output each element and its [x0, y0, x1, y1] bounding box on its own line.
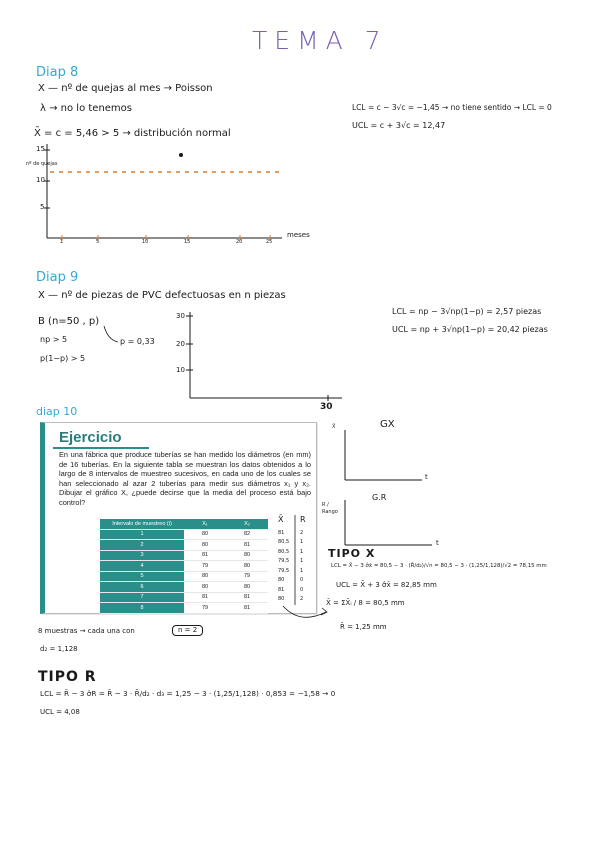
side-xbar-value: 81: [278, 530, 285, 536]
side-r-value: 1: [300, 549, 304, 555]
diap8-x-tick-20: 20: [236, 239, 243, 245]
diap9-y-tick-20: 20: [176, 340, 185, 348]
side-xbar-value: 80,5: [278, 539, 290, 545]
n-box: n = 2: [172, 625, 203, 636]
side-r-value: 2: [300, 596, 304, 602]
table-header-x2: X₂: [226, 519, 268, 529]
table-cell: 80: [226, 550, 268, 561]
diap9-lcl: LCL = np − 3√np(1−p) = 2,57 piezas: [392, 307, 542, 316]
table-cell: 81: [226, 540, 268, 551]
side-r-value: 1: [300, 568, 304, 574]
diap8-x-tick-15: 15: [184, 239, 191, 245]
gx-label: GX: [380, 419, 395, 430]
diap8-x-tick-10: 10: [142, 239, 149, 245]
diap8-x-tick-1: 1: [60, 239, 64, 245]
diap9-heading: Diap 9: [36, 270, 79, 285]
gx-y-label: X̄: [332, 424, 336, 430]
table-cell: 4: [100, 561, 184, 572]
side-r-value: 0: [300, 577, 304, 583]
diap8-lcl: LCL = c − 3√c = −1,45 → no tiene sentido → LCL = 0: [352, 103, 552, 112]
diap8-ucl: UCL = c + 3√c = 12,47: [352, 121, 446, 130]
table-cell: 81: [184, 592, 226, 603]
table-cell: 80: [184, 571, 226, 582]
diap9-y-tick-10: 10: [176, 366, 185, 374]
table-cell: 80: [184, 582, 226, 593]
tipo-x-xbar: X̄ = ΣX̄ᵢ / 8 = 80,5 mm: [326, 599, 405, 607]
diap9-binom: B (n=50 , p): [38, 316, 100, 327]
gr-label: G.R: [372, 493, 387, 502]
table-cell: 80: [184, 540, 226, 551]
diap9-y-tick-30: 30: [176, 312, 185, 320]
table-cell: 5: [100, 571, 184, 582]
diap8-x-tick-5: 5: [96, 239, 100, 245]
table-header-x1: X₁: [184, 519, 226, 529]
exercise-title: Ejercicio: [59, 429, 122, 446]
page-title: TEMA 7: [252, 26, 388, 55]
diap8-line2: λ → no lo tenemos: [40, 103, 132, 114]
diap8-line1: X — nº de quejas al mes → Poisson: [38, 83, 213, 94]
tipo-x-heading: TIPO X: [328, 547, 376, 560]
side-r-value: 1: [300, 558, 304, 564]
diap9-p-value: p = 0,33: [120, 337, 155, 346]
side-r-value: 2: [300, 530, 304, 536]
table-cell: 8: [100, 603, 184, 614]
connector-arrow: [283, 606, 326, 617]
table-cell: 80: [226, 582, 268, 593]
diap8-x-label: meses: [287, 231, 310, 239]
diap8-y-tick-10: 10: [36, 176, 45, 184]
table-cell: 81: [184, 550, 226, 561]
diap9-np: np > 5: [40, 335, 68, 344]
tipo-r-ucl: UCL = 4,08: [40, 708, 80, 716]
table-cell: 79: [226, 571, 268, 582]
side-xbar-value: 80: [278, 577, 285, 583]
diap8-y-tick-15: 15: [36, 145, 45, 153]
side-r-value: 0: [300, 587, 304, 593]
diap9-ucl: UCL = np + 3√np(1−p) = 20,42 piezas: [392, 325, 548, 334]
table-cell: 81: [226, 592, 268, 603]
table-cell: 1: [100, 529, 184, 540]
side-xbar-value: 81: [278, 587, 285, 593]
side-header-xbar: X̄: [278, 515, 284, 524]
table-cell: 3: [100, 550, 184, 561]
gr-y-label: R / Rango: [322, 502, 338, 515]
table-cell: 79: [184, 603, 226, 614]
side-header-r: R: [300, 515, 306, 524]
table-cell: 81: [226, 603, 268, 614]
diap9-line1: X — nº de piezas de PVC defectuosas en n piezas: [38, 290, 286, 301]
side-xbar-value: 79,5: [278, 558, 290, 564]
diap10-heading: diap 10: [36, 405, 78, 418]
table-cell: 80: [184, 529, 226, 540]
table-cell: 79: [184, 561, 226, 572]
table-cell: 82: [226, 529, 268, 540]
tipo-x-ucl: UCL = X̄ + 3 σ̂x̄ = 82,85 mm: [336, 581, 437, 589]
exercise-text: En una fábrica que produce tuberías se han medido los diámetros (en mm) de 16 tuberías. En la siguiente tabla se muestran los datos obtenidos a lo largo de 8 intervalos de muestreo sucesivos, en cada uno de los cuales se han seleccionado al azar 2 tuberías para medir sus diámetros x₁ y x₂. Dibujar el gráfico X, ¿puede decirse que la media del proceso está bajo control?: [59, 450, 311, 507]
table-cell: 6: [100, 582, 184, 593]
side-xbar-value: 79,5: [278, 568, 290, 574]
gr-t-label: t: [436, 539, 439, 547]
side-r-value: 1: [300, 539, 304, 545]
side-xbar-value: 80,5: [278, 549, 290, 555]
gx-t-label: t: [425, 473, 428, 481]
diap8-line3: X̄ = c = 5,46 > 5 → distribución normal: [34, 128, 231, 139]
table-cell: 2: [100, 540, 184, 551]
diap8-x-tick-25: 25: [266, 239, 273, 245]
tipo-r-heading: TIPO R: [38, 669, 97, 685]
table-cell: 7: [100, 592, 184, 603]
diap9-p1p: p(1−p) > 5: [40, 354, 86, 363]
tipo-r-lcl: LCL = R̄ − 3 σ̂R = R̄ − 3 · R̄/d₂ · d₃ = 1,25 − 3 · (1,25/1,128) · 0,853 = −1,58 → 0: [40, 689, 336, 698]
table-header-interval: Intervalo de muestreo (i): [100, 519, 184, 529]
note-samples: 8 muestras → cada una con: [38, 627, 135, 635]
diap8-heading: Diap 8: [36, 65, 79, 80]
diap8-y-tick-5: 5: [40, 203, 45, 211]
tipo-x-lcl: LCL = X̄ − 3 σ̂x̄ = 80,5 − 3 · (R̄/d₂)/√n = 80,5 − 3 · (1,25/1,128)/√2 = 78,15 mm: [331, 563, 547, 569]
side-xbar-value: 80: [278, 596, 285, 602]
diap8-left-note: nº de quejas: [26, 161, 58, 167]
tipo-x-rbar: R̄ = 1,25 mm: [340, 623, 387, 631]
d2-value: d₂ = 1,128: [40, 645, 78, 653]
table-cell: 80: [226, 561, 268, 572]
diap9-x-tick-30: 30: [320, 402, 333, 412]
